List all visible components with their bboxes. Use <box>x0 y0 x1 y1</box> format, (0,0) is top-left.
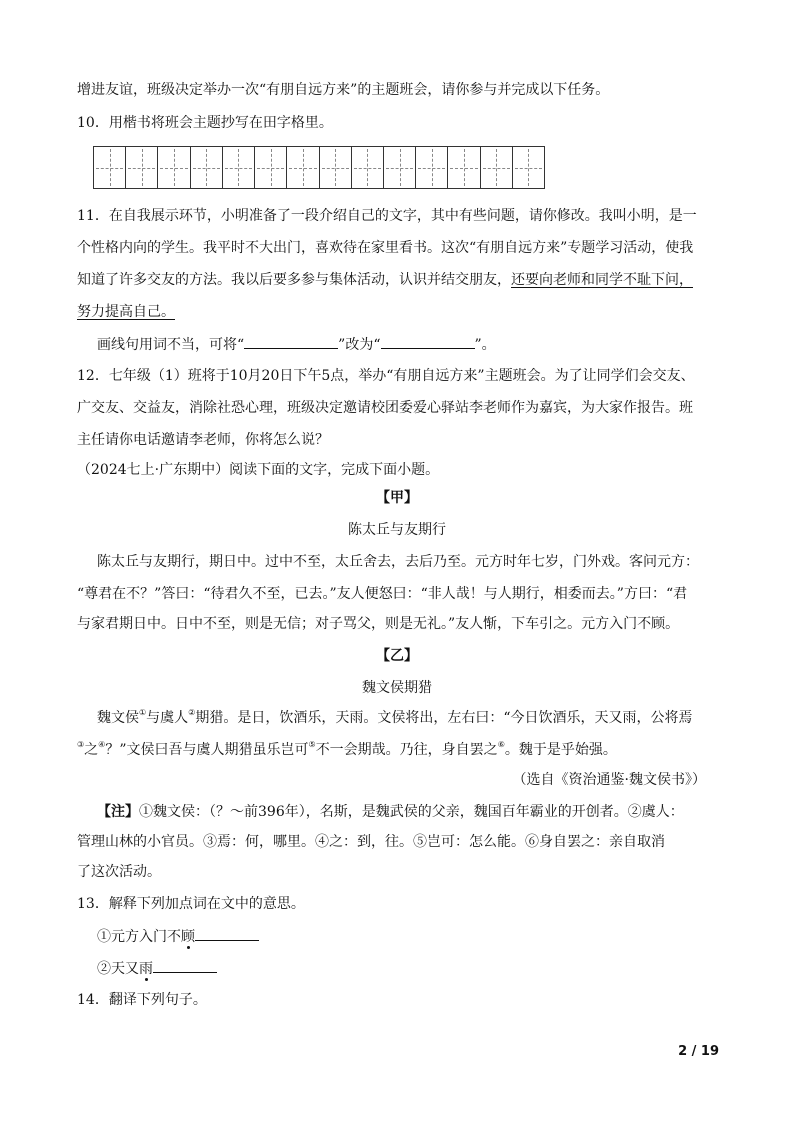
passage-jia-line-1: 陈太丘与友期行，期日中。过中不至，太丘舍去，去后乃至。元方时年七岁，门外戏。客问元方： <box>97 554 699 570</box>
yi-text: 期猎。是日，饮酒乐，天雨。文侯将出，左右曰：“今日饮酒乐，天又雨，公将焉 <box>195 710 693 726</box>
yi-text: 之 <box>84 742 99 758</box>
tianzige-cell[interactable] <box>158 147 190 188</box>
question-11-answer <box>97 334 496 355</box>
tianzige-cell[interactable] <box>513 147 544 188</box>
yi-text: 与虞人 <box>146 710 189 726</box>
question-11-line-3 <box>77 270 693 290</box>
yi-text: 。魏于是乎始强。 <box>504 742 617 758</box>
guide-line-horizontal <box>418 168 445 169</box>
answer-middle: ”改为“ <box>338 337 381 353</box>
guide-line-horizontal <box>96 168 123 169</box>
passage-jia-title: 陈太丘与友期行 <box>348 522 446 538</box>
tianzige-cell[interactable] <box>352 147 384 188</box>
tianzige-cell[interactable] <box>94 147 126 188</box>
question-10: 10．用楷书将班会主题抄写在田字格里。 <box>77 115 333 131</box>
tianzige-cell[interactable] <box>448 147 480 188</box>
tianzige-cell[interactable] <box>384 147 416 188</box>
footnote-marker: ③ <box>77 740 85 749</box>
guide-line-horizontal <box>386 168 413 169</box>
guide-line-horizontal <box>257 168 284 169</box>
question-13-item-1 <box>97 926 259 947</box>
guide-line-horizontal <box>193 168 220 169</box>
q11-plain-text: 知道了许多交友的方法。我以后要多参与集体活动，认识并结交朋友， <box>77 272 511 288</box>
question-11-line-2: 个性格内向的学生。我平时不大出门，喜欢待在家里看书。这次“有朋自远方来”专题学习活动，使我 <box>77 240 694 256</box>
tianzige-cell[interactable] <box>416 147 448 188</box>
notes-line-3: 了这次活动。 <box>77 864 161 880</box>
tianzige-cell[interactable] <box>223 147 255 188</box>
passage-jia-line-2: “尊君在不？”答曰：“待君久不至，已去。”友人便怒曰：“非人哉！与人期行，相委而去。”方曰：“君 <box>77 586 688 602</box>
answer-blank-13-1[interactable] <box>195 926 259 941</box>
question-14: 14．翻译下列句子。 <box>77 992 207 1008</box>
tianzige-cell[interactable] <box>191 147 223 188</box>
guide-line-horizontal <box>515 168 542 169</box>
yi-text: ？”文侯曰吾与虞人期猎虽乐岂可 <box>105 742 309 758</box>
notes-line-2: 管理山林的小官员。③焉：何，哪里。④之：到，往。⑤岂可：怎么能。⑥身自罢之：亲自取消 <box>77 834 665 850</box>
dotted-word: 雨 <box>139 961 153 977</box>
tianzige-cell[interactable] <box>126 147 158 188</box>
question-11-line-1: 11．在自我展示环节，小明准备了一段介绍自己的文字，其中有些问题，请你修改。我叫小明，是一 <box>77 208 697 224</box>
guide-line-horizontal <box>450 168 477 169</box>
guide-line-horizontal <box>128 168 155 169</box>
q11-underlined-sentence-part-2: 努力提高自己。 <box>77 304 175 320</box>
passage-yi-line-1 <box>97 708 693 728</box>
tianzige-cell[interactable] <box>255 147 287 188</box>
question-12-line-3: 主任请你电话邀请李老师，你将怎么说？ <box>77 432 329 448</box>
yi-text: 魏文侯 <box>97 710 139 726</box>
footnote-marker: ① <box>139 708 147 717</box>
tianzige-cell[interactable] <box>287 147 319 188</box>
tianzige-cell[interactable] <box>320 147 352 188</box>
guide-line-horizontal <box>160 168 187 169</box>
question-11-line-4 <box>77 302 175 322</box>
guide-line-horizontal <box>289 168 316 169</box>
notes-line-1 <box>97 802 684 822</box>
answer-blank-2[interactable] <box>381 334 475 349</box>
footnote-marker: ⑥ <box>497 740 505 749</box>
passage-yi-title: 魏文侯期猎 <box>362 680 432 696</box>
footnote-marker: ② <box>188 708 196 717</box>
intro-line: 增进友谊，班级决定举办一次“有朋自远方来”的主题班会，请你参与并完成以下任务。 <box>77 82 610 98</box>
guide-line-horizontal <box>322 168 349 169</box>
question-12-line-2: 广交友、交益友，消除社恐心理，班级决定邀请校团委爱心驿站李老师作为嘉宾，为大家作报告。班 <box>77 400 693 416</box>
passage-yi-label: 【乙】 <box>376 648 418 664</box>
answer-suffix: ”。 <box>474 337 496 353</box>
notes-text: ①魏文侯：（？～前396年），名斯，是魏武侯的父亲，魏国百年霸业的开创者。②虞人： <box>139 804 684 820</box>
answer-prefix: 画线句用词不当，可将“ <box>97 337 245 353</box>
passage-jia-line-3: 与家君期日中。日中不至，则是无信；对子骂父，则是无礼。”友人惭，下车引之。元方入门不顾。 <box>77 616 680 632</box>
passage-yi-source: （选自《资治通鉴·魏文侯书》） <box>512 772 706 788</box>
page-number: 2 / 19 <box>678 1044 719 1059</box>
passage-jia-label: 【甲】 <box>376 490 418 506</box>
footnote-marker: ⑤ <box>308 740 316 749</box>
passage-yi-line-2 <box>77 740 617 760</box>
dotted-word: 顾 <box>181 929 195 945</box>
answer-blank-13-2[interactable] <box>153 958 217 973</box>
q11-underlined-sentence-part-1: 还要向老师和同学不耻下问， <box>511 272 693 288</box>
notes-label: 【注】 <box>97 804 139 820</box>
footnote-marker: ④ <box>98 740 106 749</box>
question-12-line-1: 12．七年级（1）班将于10月20日下午5点，举办“有朋自远方来”主题班会。为了让同学们会交友、 <box>77 368 695 384</box>
question-13-item-2 <box>97 958 217 979</box>
reading-intro: （2024七上·广东期中）阅读下面的文字，完成下面小题。 <box>77 462 440 478</box>
guide-line-horizontal <box>225 168 252 169</box>
guide-line-horizontal <box>483 168 510 169</box>
tianzige-grid[interactable] <box>93 146 545 189</box>
yi-text: 不一会期哉。乃往，身自罢之 <box>315 742 498 758</box>
tianzige-cell[interactable] <box>481 147 513 188</box>
guide-line-horizontal <box>354 168 381 169</box>
answer-blank-1[interactable] <box>244 334 338 349</box>
question-13: 13．解释下列加点词在文中的意思。 <box>77 896 305 912</box>
item-text: ②天又 <box>97 961 139 977</box>
item-text: ①元方入门不 <box>97 929 181 945</box>
